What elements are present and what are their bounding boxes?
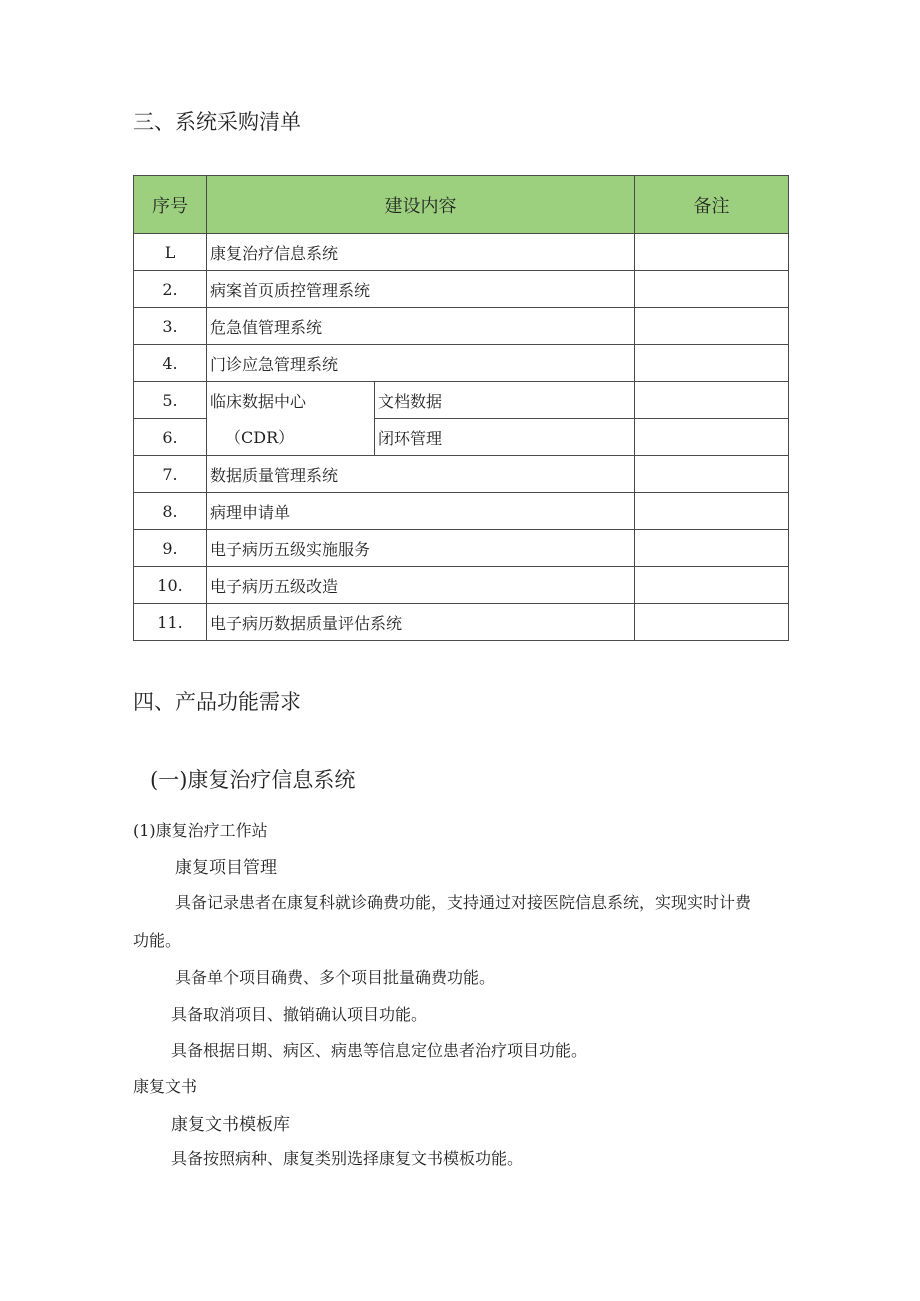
subsection-1-title: (一)康复治疗信息系统 xyxy=(150,768,356,792)
item-2-heading: 康复文书 xyxy=(133,1077,198,1096)
row-num: 6. xyxy=(134,419,207,456)
header-note: 备注 xyxy=(635,176,789,234)
row-note xyxy=(635,271,789,308)
row-note xyxy=(635,419,789,456)
row-content: 康复治疗信息系统 xyxy=(207,234,635,271)
row-num: 8. xyxy=(134,493,207,530)
row-num: 5. xyxy=(134,382,207,419)
row-sub-content: 闭环管理 xyxy=(375,419,635,456)
paragraph-5: 具备按照病种、康复类别选择康复文书模板功能。 xyxy=(171,1149,524,1168)
table-row xyxy=(134,271,789,308)
paragraph-1-line-1: 具备记录患者在康复科就诊确费功能，支持通过对接医院信息系统，实现实时计费 xyxy=(175,893,752,912)
row-content: 电子病历五级改造 xyxy=(207,567,635,604)
table-row xyxy=(134,530,789,567)
paragraph-4: 具备根据日期、病区、病患等信息定位患者治疗项目功能。 xyxy=(171,1041,588,1060)
paragraph-2: 具备单个项目确费、多个项目批量确费功能。 xyxy=(175,968,496,987)
row-content: 门诊应急管理系统 xyxy=(207,345,635,382)
row-num: 2. xyxy=(134,271,207,308)
row-num: 3. xyxy=(134,308,207,345)
row-num: 11. xyxy=(134,604,207,641)
section-4-title: 四、产品功能需求 xyxy=(133,690,301,714)
row-content: 临床数据中心 xyxy=(207,382,375,419)
row-content: 电子病历数据质量评估系统 xyxy=(207,604,635,641)
table-header-row xyxy=(134,176,789,234)
section-3-title: 三、系统采购清单 xyxy=(133,110,301,134)
table-row xyxy=(134,345,789,382)
table-row xyxy=(134,308,789,345)
header-content: 建设内容 xyxy=(207,176,635,234)
item-1-subheading: 康复项目管理 xyxy=(175,858,277,878)
row-note xyxy=(635,456,789,493)
row-note xyxy=(635,604,789,641)
row-num: L xyxy=(134,234,207,271)
row-num: 10. xyxy=(134,567,207,604)
header-num: 序号 xyxy=(134,176,207,234)
row-content: 病理申请单 xyxy=(207,493,635,530)
paragraph-1-line-2: 功能。 xyxy=(133,931,182,950)
row-content: 数据质量管理系统 xyxy=(207,456,635,493)
row-content: （CDR） xyxy=(207,419,375,456)
item-2-subheading: 康复文书模板库 xyxy=(171,1115,290,1135)
row-num: 7. xyxy=(134,456,207,493)
row-note xyxy=(635,345,789,382)
table-row xyxy=(134,234,789,271)
row-note xyxy=(635,308,789,345)
paragraph-3: 具备取消项目、撤销确认项目功能。 xyxy=(171,1005,428,1024)
table-row xyxy=(134,567,789,604)
row-content: 病案首页质控管理系统 xyxy=(207,271,635,308)
row-num: 4. xyxy=(134,345,207,382)
row-sub-content: 文档数据 xyxy=(375,382,635,419)
table-row xyxy=(134,419,789,456)
table-row xyxy=(134,456,789,493)
row-note xyxy=(635,567,789,604)
row-note xyxy=(635,493,789,530)
row-num: 9. xyxy=(134,530,207,567)
row-note xyxy=(635,530,789,567)
row-note xyxy=(635,382,789,419)
row-note xyxy=(635,234,789,271)
row-content: 电子病历五级实施服务 xyxy=(207,530,635,567)
table-row xyxy=(134,382,789,419)
table-row xyxy=(134,604,789,641)
row-content: 危急值管理系统 xyxy=(207,308,635,345)
procurement-table xyxy=(133,175,789,641)
item-1-heading: (1)康复治疗工作站 xyxy=(133,821,268,840)
table-row xyxy=(134,493,789,530)
